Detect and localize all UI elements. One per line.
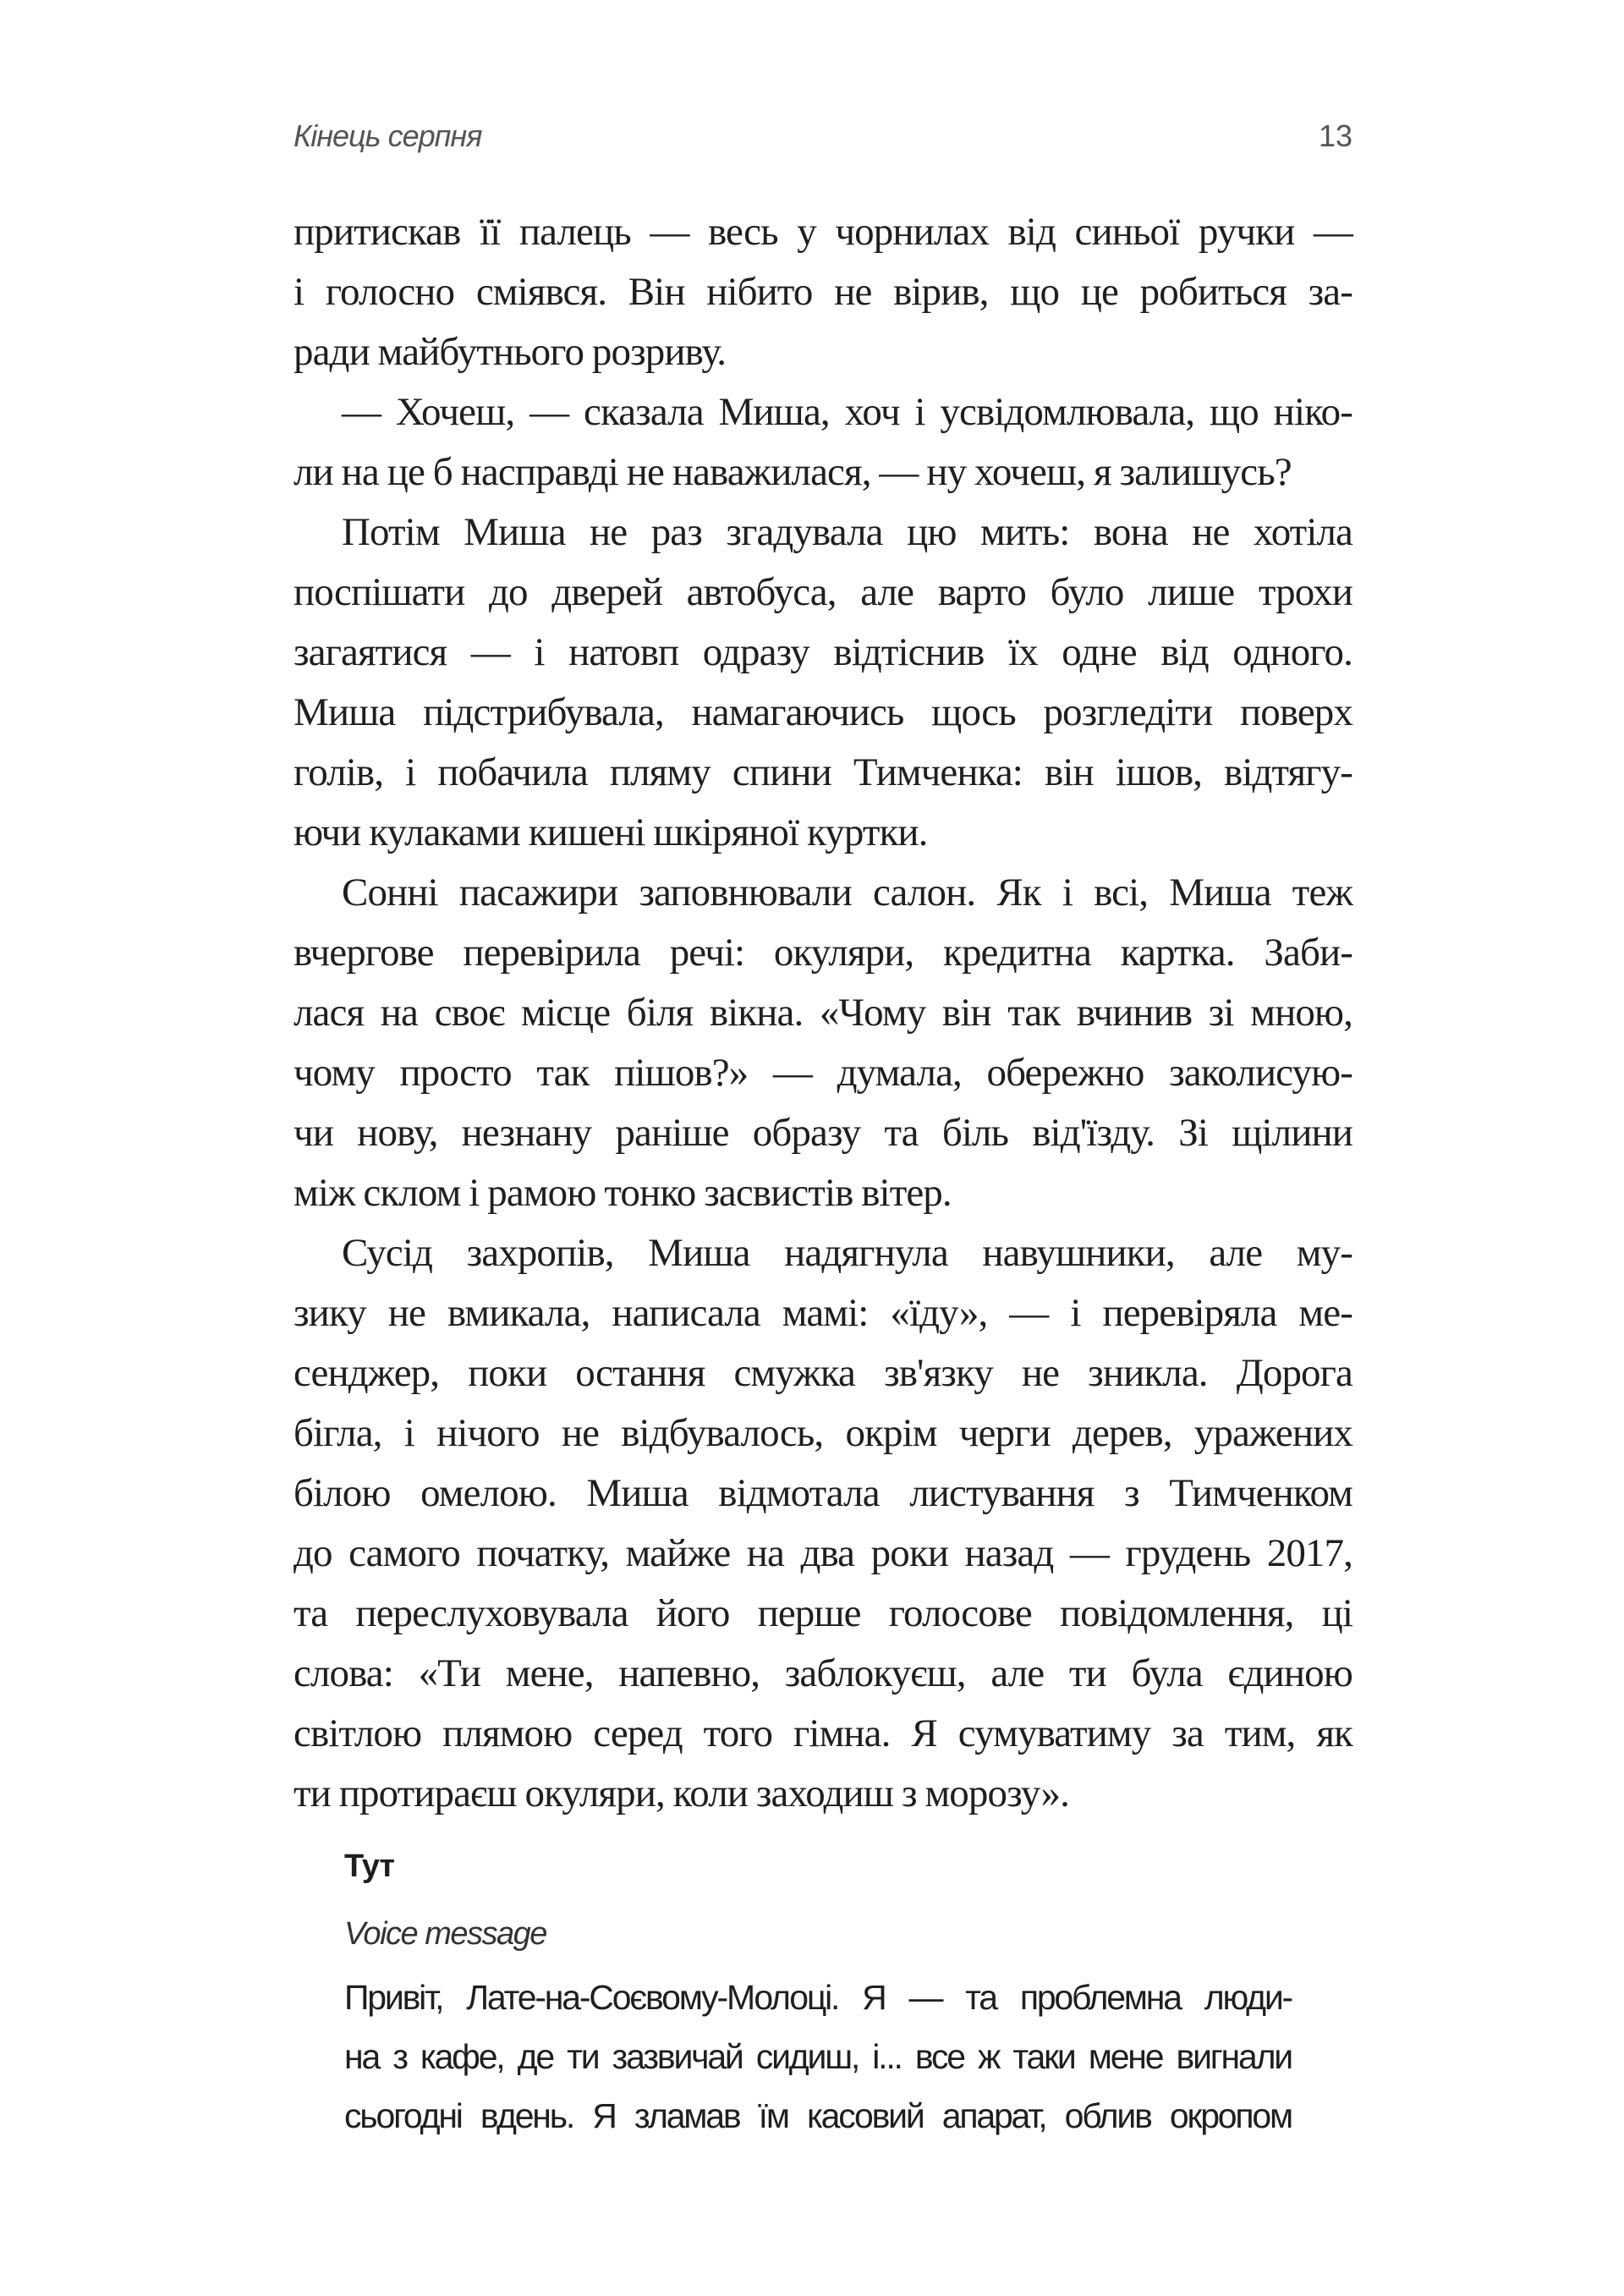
message-line: сьогодні вдень. Я зламав їм касовий апарат, облив окропом	[344, 2096, 1292, 2135]
text-line: поспішати до дверей автобуса, але варто було лише трохи	[294, 570, 1352, 614]
text-line: Миша підстрибувала, намагаючись щось розгледіти поверх	[294, 690, 1352, 734]
paragraph	[294, 202, 1352, 382]
text-line: ючи кулаками кишені шкіряної куртки.	[294, 810, 928, 854]
text-line: зику не вмикала, написала мамі: «їду», — і перевіряла ме-	[294, 1291, 1352, 1335]
text-line: вчергове перевірила речі: окуляри, кредитна картка. Заби-	[294, 931, 1352, 975]
message-line: на з кафе, де ти зазвичай сидиш, і... все ж таки мене вигнали	[344, 2037, 1292, 2076]
paragraph	[294, 1223, 1352, 1824]
message-line: Привіт, Лате-на-Соєвому-Молоці. Я — та проблемна люди-	[344, 1978, 1292, 2017]
text-line: лася на своє місце біля вікна. «Чому він так вчинив зі мною,	[294, 991, 1352, 1035]
text-line: між склом і рамою тонко засвистів вітер.	[294, 1171, 952, 1215]
paragraph	[294, 863, 1352, 1223]
text-line: чому просто так пішов?» — думала, обережно заколисую-	[294, 1051, 1352, 1095]
text-line: та переслуховувала його перше голосове повідомлення, ці	[294, 1591, 1352, 1635]
text-line: Потім Миша не раз згадувала цю мить: вона не хотіла	[342, 510, 1352, 554]
message-sender: Тут	[344, 1848, 394, 1884]
text-line: Сонні пасажири заповнювали салон. Як і всі, Миша теж	[342, 871, 1352, 915]
paragraph	[294, 382, 1352, 503]
text-line: до самого початку, майже на два роки назад — грудень 2017,	[294, 1531, 1352, 1575]
text-line: загаятися — і натовп одразу відтіснив їх одне від одного.	[294, 630, 1352, 674]
text-line: світлою плямою серед того гімна. Я сумуватиму за тим, як	[294, 1711, 1352, 1755]
message-type: Voice message	[344, 1916, 546, 1952]
message-block	[344, 1841, 1292, 2145]
paragraph	[294, 503, 1352, 863]
running-title: Кінець серпня	[294, 118, 482, 153]
text-line: голів, і побачила пляму спини Тимченка: він ішов, відтягу-	[294, 750, 1352, 794]
text-line: і голосно сміявся. Він нібито не вірив, що це робиться за-	[294, 270, 1352, 314]
text-line: ли на це б насправді не наважилася, — ну хочеш, я залишусь?	[294, 450, 1292, 494]
text-line: чи нову, незнану раніше образу та біль від'їзду. Зі щілини	[294, 1111, 1352, 1155]
text-line: сенджер, поки остання смужка зв'язку не зникла. Дорога	[294, 1351, 1352, 1395]
text-line: Сусід захропів, Миша надягнула навушники, але му-	[342, 1231, 1352, 1275]
page-header	[294, 112, 1352, 161]
body-text	[294, 202, 1352, 1824]
text-line: білою омелою. Миша відмотала листування з Тимченком	[294, 1471, 1352, 1515]
text-line: слова: «Ти мене, напевно, заблокуєш, але ти була єдиною	[294, 1651, 1352, 1695]
text-line: ти протираєш окуляри, коли заходиш з морозу».	[294, 1771, 1070, 1815]
text-line: — Хочеш, — сказала Миша, хоч і усвідомлювала, що ніко-	[342, 390, 1352, 434]
text-line: бігла, і нічого не відбувалось, окрім черги дерев, уражених	[294, 1411, 1352, 1455]
message-text	[344, 1968, 1292, 2145]
text-line: ради майбутнього розриву.	[294, 330, 727, 374]
book-page	[294, 112, 1352, 2145]
text-line: притискав її палець — весь у чорнилах від синьої ручки —	[294, 210, 1352, 254]
page-number: 13	[1318, 118, 1352, 153]
